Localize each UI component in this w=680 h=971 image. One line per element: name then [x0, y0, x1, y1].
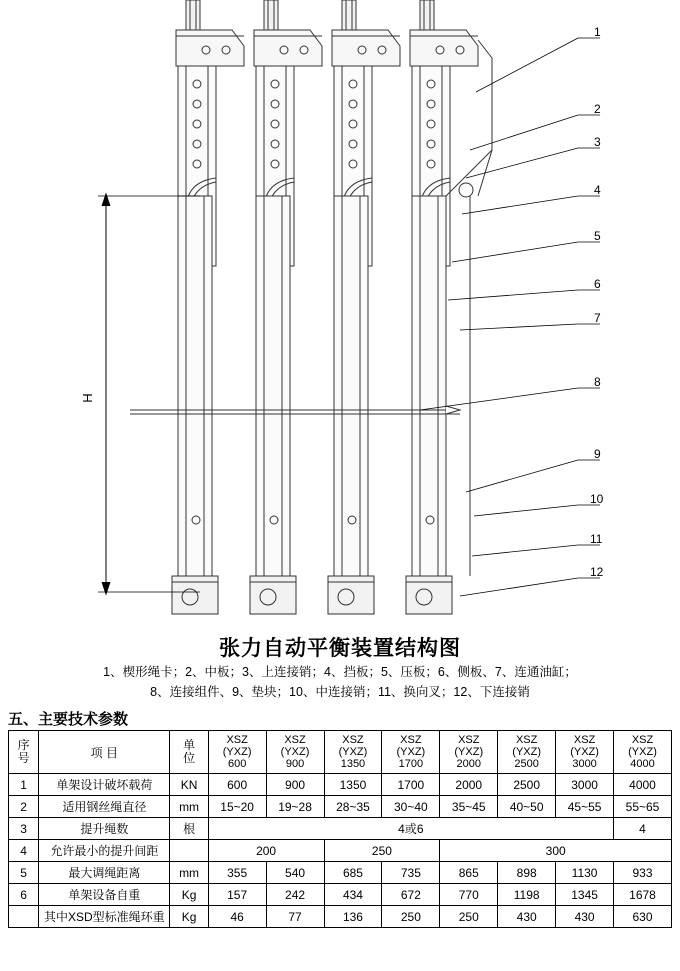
row-value: 672 — [382, 884, 440, 906]
row-value: 1198 — [498, 884, 556, 906]
row-value: 1130 — [556, 862, 614, 884]
row-value: 770 — [440, 884, 498, 906]
header-unit-line2: 位 — [183, 751, 196, 765]
header-model-2 — [266, 731, 324, 774]
table-row — [9, 796, 672, 818]
header-model-7 — [556, 731, 614, 774]
model-6-l1: XSZ — [515, 734, 538, 746]
header-model-5 — [440, 731, 498, 774]
row-unit: KN — [170, 774, 208, 796]
table-row — [9, 818, 672, 840]
row-item: 最大调绳距离 — [39, 862, 170, 884]
model-5-l2: (YXZ) — [454, 746, 484, 758]
diagram-title: 张力自动平衡装置结构图 — [219, 637, 461, 660]
callout-8: 8 — [594, 375, 601, 389]
row-value: 685 — [324, 862, 382, 884]
row-value: 19~28 — [266, 796, 324, 818]
table-row — [9, 840, 672, 862]
row-value: 30~40 — [382, 796, 440, 818]
row-value: 250 — [440, 906, 498, 928]
callout-7: 7 — [594, 311, 601, 325]
model-1-l3: 600 — [227, 758, 247, 770]
model-4-l2: (YXZ) — [396, 746, 426, 758]
callout-1: 1 — [594, 25, 601, 39]
model-2-l1: XSZ — [284, 734, 306, 746]
row-value: 900 — [266, 774, 324, 796]
legend-line-1: 1、楔形绳卡；2、中板；3、上连接销；4、挡板；5、压板；6、侧板、7、连通油缸； — [103, 665, 577, 679]
header-unit — [170, 731, 208, 774]
callout-2: 2 — [594, 102, 601, 116]
table-row — [9, 906, 672, 928]
row-no: 3 — [9, 818, 39, 840]
callout-3: 3 — [594, 135, 601, 149]
model-2-l2: (YXZ) — [280, 746, 310, 758]
model-7-l2: (YXZ) — [570, 746, 599, 758]
table-row — [9, 774, 672, 796]
diagram-legend — [0, 662, 680, 702]
row-item: 其中XSD型标准绳环重 — [39, 906, 170, 928]
row-no — [9, 906, 39, 928]
row-value: 157 — [208, 884, 266, 906]
row-value: 540 — [266, 862, 324, 884]
section-heading: 五、主要技术参数 — [8, 711, 129, 728]
model-5-l1: XSZ — [458, 734, 480, 746]
row-value: 45~55 — [556, 796, 614, 818]
row-item: 提升绳数 — [39, 818, 170, 840]
model-8-l2: (YXZ) — [628, 746, 657, 758]
header-item: 项 目 — [39, 731, 170, 774]
row-value: 430 — [556, 906, 614, 928]
header-model-1 — [208, 731, 266, 774]
row-item: 允许最小的提升间距 — [39, 840, 170, 862]
model-5-l3: 2000 — [456, 758, 481, 770]
spec-table-wrapper — [8, 730, 672, 928]
row-value: 2500 — [498, 774, 556, 796]
row-no: 5 — [9, 862, 39, 884]
row-value: 28~35 — [324, 796, 382, 818]
table-row — [9, 862, 672, 884]
row-value: 1678 — [614, 884, 672, 906]
row-item: 单架设备自重 — [39, 884, 170, 906]
header-model-6 — [498, 731, 556, 774]
model-6-l3: 2500 — [514, 758, 539, 770]
row-no: 2 — [9, 796, 39, 818]
model-8-l1: XSZ — [631, 734, 654, 746]
row-item: 适用钢丝绳直径 — [39, 796, 170, 818]
callout-10: 10 — [590, 492, 604, 506]
row-value: 77 — [266, 906, 324, 928]
row-value: 250 — [382, 906, 440, 928]
model-7-l3: 3000 — [572, 758, 597, 770]
row-value: 630 — [614, 906, 672, 928]
row-value: 15~20 — [208, 796, 266, 818]
row-no: 4 — [9, 840, 39, 862]
row-unit: mm — [170, 862, 208, 884]
row-value: 40~50 — [498, 796, 556, 818]
table-row — [9, 884, 672, 906]
row-unit — [170, 840, 208, 862]
row-value: 35~45 — [440, 796, 498, 818]
header-model-4 — [382, 731, 440, 774]
header-no-line2: 号 — [17, 751, 30, 765]
row-value-merged: 200 — [208, 840, 324, 862]
row-unit: Kg — [170, 906, 208, 928]
header-no-line1: 序 — [17, 738, 30, 752]
row-value: 242 — [266, 884, 324, 906]
row-value: 735 — [382, 862, 440, 884]
row-unit: Kg — [170, 884, 208, 906]
callout-5: 5 — [594, 229, 601, 243]
model-1-l1: XSZ — [226, 734, 248, 746]
row-value-merged: 300 — [440, 840, 672, 862]
row-value: 1345 — [556, 884, 614, 906]
model-1-l2: (YXZ) — [222, 746, 252, 758]
model-3-l3: 1350 — [340, 758, 366, 770]
row-value: 355 — [208, 862, 266, 884]
row-value-merged: 4或6 — [208, 818, 613, 840]
row-unit: mm — [170, 796, 208, 818]
model-2-l3: 900 — [285, 758, 305, 770]
row-value: 3000 — [556, 774, 614, 796]
row-value: 1350 — [324, 774, 382, 796]
row-value: 1700 — [382, 774, 440, 796]
row-no: 6 — [9, 884, 39, 906]
model-8-l3: 4000 — [630, 758, 655, 770]
row-value: 2000 — [440, 774, 498, 796]
header-no — [9, 731, 39, 774]
callout-11: 11 — [590, 532, 603, 546]
model-7-l1: XSZ — [573, 734, 596, 746]
row-value: 933 — [614, 862, 672, 884]
row-value: 865 — [440, 862, 498, 884]
callout-12: 12 — [590, 565, 604, 579]
row-value: 46 — [208, 906, 266, 928]
header-model-8 — [614, 731, 672, 774]
row-value: 4000 — [614, 774, 672, 796]
header-model-3 — [324, 731, 382, 774]
callout-4: 4 — [594, 183, 601, 197]
dimension-label-h: H — [80, 393, 95, 403]
row-value: 898 — [498, 862, 556, 884]
callout-9: 9 — [594, 447, 601, 461]
row-value: 4 — [614, 818, 672, 840]
model-4-l1: XSZ — [400, 734, 422, 746]
header-unit-line1: 单 — [183, 738, 196, 752]
row-value: 600 — [208, 774, 266, 796]
row-value-merged: 250 — [324, 840, 440, 862]
table-header-row — [9, 731, 672, 774]
row-value: 434 — [324, 884, 382, 906]
row-no: 1 — [9, 774, 39, 796]
callout-6: 6 — [594, 277, 601, 291]
legend-line-2: 8、连接组件、9、垫块；10、中连接销；11、换向叉；12、下连接销 — [150, 685, 530, 699]
row-item: 单架设计破坏载荷 — [39, 774, 170, 796]
row-unit: 根 — [170, 818, 208, 840]
spec-table — [8, 730, 672, 928]
model-3-l2: (YXZ) — [338, 746, 368, 758]
model-3-l1: XSZ — [342, 734, 364, 746]
model-6-l2: (YXZ) — [512, 746, 542, 758]
row-value: 430 — [498, 906, 556, 928]
model-4-l3: 1700 — [398, 758, 424, 770]
row-value: 136 — [324, 906, 382, 928]
row-value: 55~65 — [614, 796, 672, 818]
